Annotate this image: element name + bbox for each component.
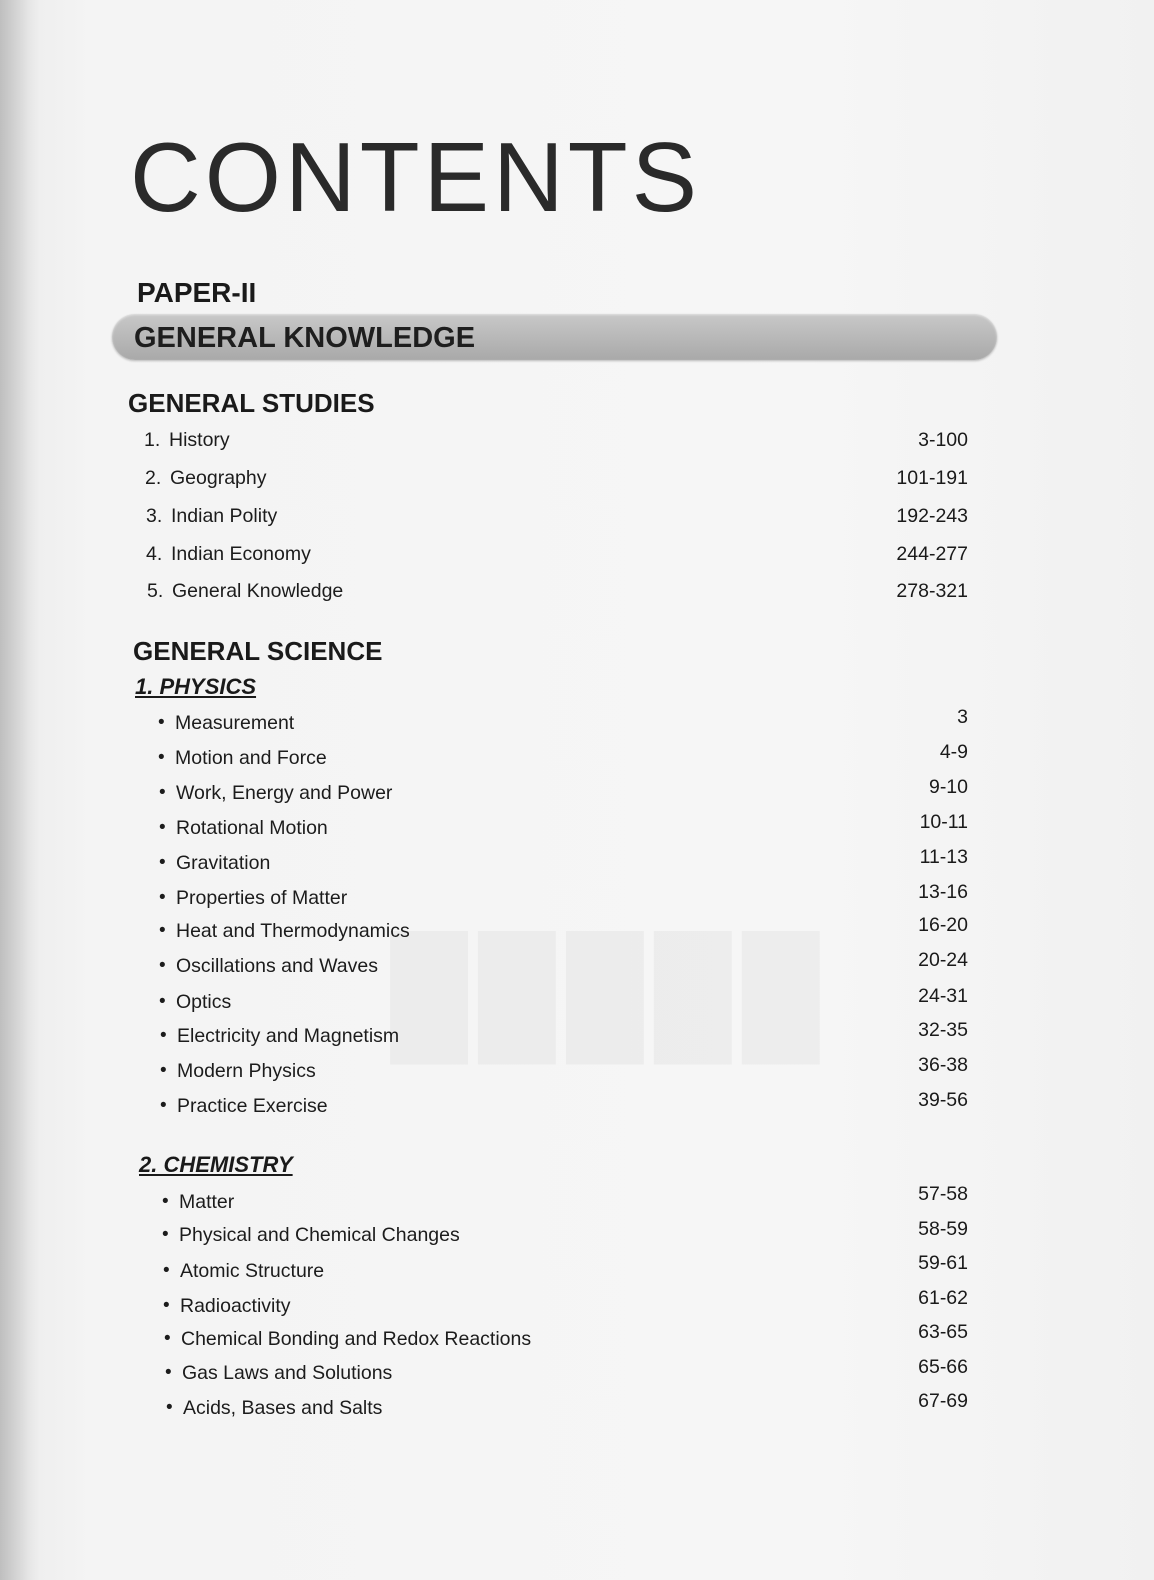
toc-row[interactable] bbox=[0, 811, 1154, 847]
bullet-icon: • bbox=[159, 991, 166, 1012]
page-range: 63-65 bbox=[918, 1321, 968, 1343]
item-label: Acids, Bases and Salts bbox=[183, 1397, 383, 1419]
bullet-icon: • bbox=[162, 1191, 169, 1212]
page-range: 101-191 bbox=[896, 467, 968, 489]
item-label: Rotational Motion bbox=[176, 817, 328, 839]
toc-row[interactable] bbox=[0, 1356, 1154, 1392]
page-range: 67-69 bbox=[918, 1390, 968, 1412]
toc-row[interactable] bbox=[0, 505, 1154, 535]
physics-heading: 1. PHYSICS bbox=[135, 674, 257, 699]
bullet-icon: • bbox=[159, 920, 166, 941]
page-range: 57-58 bbox=[918, 1183, 968, 1205]
toc-row[interactable] bbox=[0, 881, 1154, 917]
page-range: 278-321 bbox=[896, 580, 968, 602]
item-label: Measurement bbox=[175, 712, 295, 734]
bullet-icon: • bbox=[159, 887, 166, 908]
toc-row[interactable] bbox=[0, 1183, 1154, 1221]
item-label: Modern Physics bbox=[177, 1060, 316, 1082]
toc-row[interactable] bbox=[0, 1019, 1154, 1055]
general-science-heading: GENERAL SCIENCE bbox=[133, 636, 383, 666]
item-label: Matter bbox=[179, 1191, 235, 1213]
bullet-icon: • bbox=[166, 1397, 173, 1418]
banner-label: GENERAL KNOWLEDGE bbox=[134, 322, 476, 354]
bullet-icon: • bbox=[160, 1060, 167, 1081]
toc-row[interactable] bbox=[0, 1252, 1154, 1290]
item-label: Radioactivity bbox=[180, 1295, 291, 1317]
toc-row[interactable] bbox=[0, 1321, 1154, 1358]
item-label: Atomic Structure bbox=[180, 1260, 325, 1282]
paper-heading: PAPER-II bbox=[137, 277, 257, 308]
page-range: 32-35 bbox=[918, 1019, 968, 1041]
item-number: 3. bbox=[146, 505, 163, 527]
page-range: 24-31 bbox=[918, 985, 968, 1007]
toc-row[interactable] bbox=[0, 580, 1154, 610]
toc-row[interactable] bbox=[0, 1089, 1154, 1125]
item-label: Oscillations and Waves bbox=[176, 955, 378, 977]
item-number: 2. bbox=[145, 467, 162, 489]
page-range: 3-100 bbox=[918, 429, 968, 451]
bullet-icon: • bbox=[159, 817, 166, 838]
bullet-icon: • bbox=[159, 852, 166, 873]
toc-row[interactable] bbox=[0, 1390, 1154, 1427]
page-range: 10-11 bbox=[919, 811, 968, 833]
bullet-icon: • bbox=[158, 712, 165, 733]
toc-row[interactable] bbox=[0, 949, 1154, 985]
toc-row[interactable] bbox=[0, 543, 1154, 573]
bullet-icon: • bbox=[163, 1295, 170, 1316]
item-label: Gas Laws and Solutions bbox=[182, 1362, 393, 1384]
general-studies-heading: GENERAL STUDIES bbox=[128, 388, 375, 418]
page-range: 16-20 bbox=[918, 914, 968, 936]
item-label: Work, Energy and Power bbox=[176, 782, 393, 804]
bullet-icon: • bbox=[162, 1224, 169, 1245]
page-range: 58-59 bbox=[918, 1218, 968, 1240]
item-label: Motion and Force bbox=[175, 747, 327, 769]
item-label: History bbox=[169, 429, 230, 451]
page-range: 59-61 bbox=[918, 1252, 968, 1274]
page-range: 3 bbox=[957, 706, 968, 728]
general-knowledge-banner bbox=[112, 314, 997, 360]
page-range: 244-277 bbox=[896, 543, 968, 565]
bullet-icon: • bbox=[158, 747, 165, 768]
page-range: 61-62 bbox=[918, 1287, 968, 1309]
bullet-icon: • bbox=[160, 1025, 167, 1046]
toc-row[interactable] bbox=[0, 914, 1154, 950]
page-range: 65-66 bbox=[918, 1356, 968, 1378]
page-title: CONTENTS bbox=[130, 122, 701, 232]
item-label: Gravitation bbox=[176, 852, 271, 874]
item-label: Physical and Chemical Changes bbox=[179, 1224, 460, 1246]
bullet-icon: • bbox=[159, 782, 166, 803]
toc-row[interactable] bbox=[0, 846, 1154, 882]
item-label: Heat and Thermodynamics bbox=[176, 920, 410, 942]
item-label: Indian Polity bbox=[171, 505, 278, 527]
bullet-icon: • bbox=[163, 1260, 170, 1281]
page-range: 36-38 bbox=[918, 1054, 968, 1076]
toc-row[interactable] bbox=[0, 1218, 1154, 1254]
page-range: 20-24 bbox=[918, 949, 968, 971]
toc-row[interactable] bbox=[0, 741, 1154, 777]
bullet-icon: • bbox=[164, 1328, 171, 1349]
page-range: 39-56 bbox=[918, 1089, 968, 1111]
toc-row[interactable] bbox=[0, 776, 1154, 812]
page-range: 13-16 bbox=[918, 881, 968, 903]
page-range: 9-10 bbox=[928, 776, 968, 798]
page-range: 192-243 bbox=[896, 505, 968, 527]
item-label: Chemical Bonding and Redox Reactions bbox=[181, 1328, 532, 1350]
toc-row[interactable] bbox=[0, 1287, 1154, 1325]
chemistry-heading: 2. CHEMISTRY bbox=[139, 1152, 293, 1177]
item-label: Properties of Matter bbox=[176, 887, 348, 909]
item-label: Practice Exercise bbox=[177, 1095, 328, 1117]
page-range: 11-13 bbox=[919, 846, 968, 868]
toc-row[interactable] bbox=[0, 467, 1154, 497]
bullet-icon: • bbox=[160, 1095, 167, 1116]
toc-row[interactable] bbox=[0, 985, 1154, 1021]
item-label: General Knowledge bbox=[172, 580, 344, 602]
item-number: 5. bbox=[147, 580, 164, 602]
bullet-icon: • bbox=[165, 1362, 172, 1383]
toc-row[interactable] bbox=[0, 706, 1154, 742]
bullet-icon: • bbox=[159, 955, 166, 976]
item-label: Geography bbox=[170, 467, 267, 489]
item-number: 1. bbox=[144, 429, 161, 451]
page-range: 4-9 bbox=[939, 741, 968, 763]
item-label: Indian Economy bbox=[171, 543, 311, 565]
toc-row[interactable] bbox=[0, 429, 1154, 459]
item-number: 4. bbox=[146, 543, 163, 565]
toc-row[interactable] bbox=[0, 1054, 1154, 1090]
item-label: Optics bbox=[176, 991, 232, 1013]
item-label: Electricity and Magnetism bbox=[177, 1025, 400, 1047]
